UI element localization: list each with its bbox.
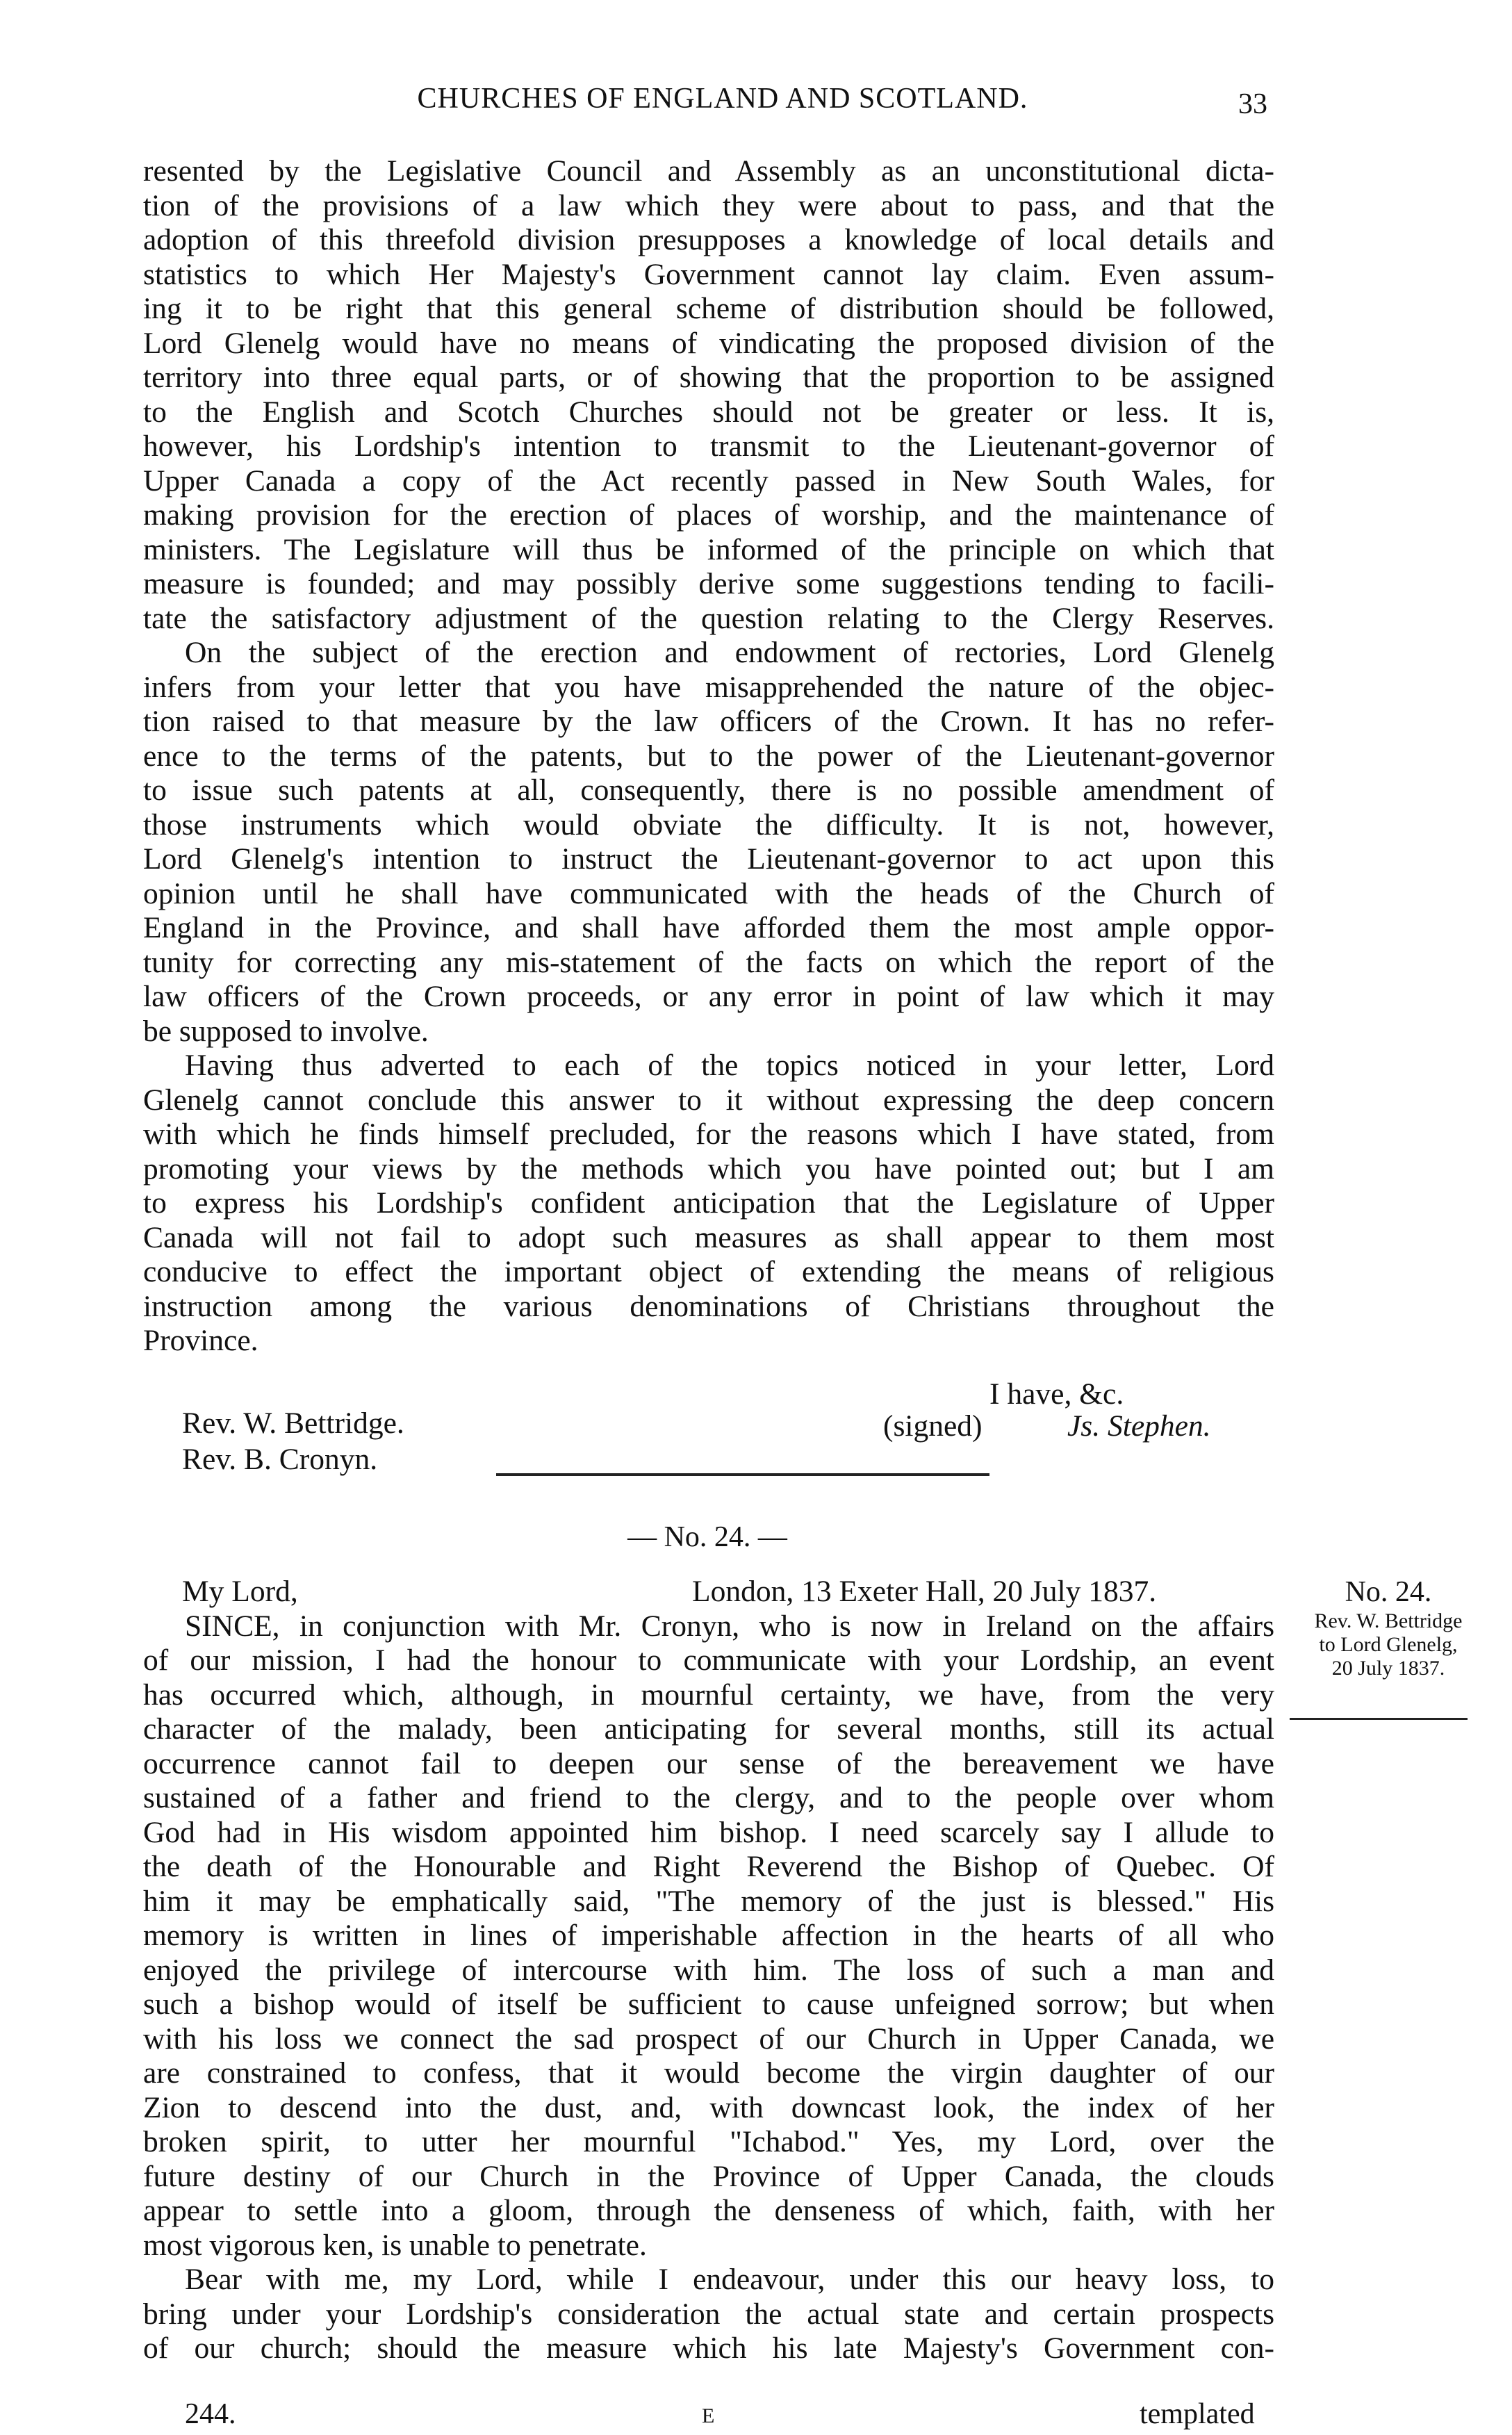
text-line: law officers of the Crown proceeds, or any error in point of law which it may [143, 980, 1274, 1013]
paragraph-start-line: Bear with me, my Lord, while I endeavour, under this our heavy loss, to [185, 2263, 1274, 2296]
text-line: to the English and Scotch Churches should not be greater or less. It is, [143, 395, 1274, 429]
text-line: to issue such patents at all, consequently, there is no possible amendment of [143, 773, 1274, 807]
text-line: territory into three equal parts, or of showing that the proportion to be assigned [143, 361, 1274, 394]
text-line: tate the satisfactory adjustment of the question relating to the Clergy Reserves. [143, 601, 1274, 635]
text-line: such a bishop would of itself be sufficient to cause unfeigned sorrow; but when [143, 1987, 1274, 2021]
text-line: Upper Canada a copy of the Act recently passed in New South Wales, for [143, 464, 1274, 498]
text-line: England in the Province, and shall have afforded them the most ample oppor- [143, 911, 1274, 944]
closing-formula: I have, &c. [989, 1377, 1124, 1411]
margin-note [1277, 1575, 1499, 1680]
text-line: ing it to be right that this general scheme of distribution should be followed, [143, 292, 1274, 325]
text-line: with which he finds himself precluded, for the reasons which I have stated, from [143, 1117, 1274, 1151]
text-line: Lord Glenelg's intention to instruct the Lieutenant-governor to act upon this [143, 842, 1274, 876]
text-line: enjoyed the privilege of intercourse with him. The loss of such a man and [143, 1953, 1274, 1987]
text-line: sustained of a father and friend to the clergy, and to the people over whom [143, 1781, 1274, 1814]
letter-body-part1 [143, 154, 1274, 1359]
margin-note-line: 20 July 1837. [1331, 1657, 1445, 1680]
text-line: ence to the terms of the patents, but to the power of the Lieutenant-governor [143, 739, 1274, 773]
signature-block [143, 1377, 1274, 1476]
signer-name: Js. Stephen. [1067, 1409, 1211, 1443]
section-divider [496, 1473, 989, 1476]
text-line: broken spirit, to utter her mournful "Ichabod." Yes, my Lord, over the [143, 2125, 1274, 2158]
text-line: with his loss we connect the sad prospect of our Church in Upper Canada, we [143, 2022, 1274, 2056]
text-line: Province. [143, 1324, 258, 1357]
text-line: has occurred which, although, in mournful certainty, we have, from the very [143, 1678, 1274, 1712]
text-line: however, his Lordship's intention to transmit to the Lieutenant-governor of [143, 429, 1274, 463]
text-line: to express his Lordship's confident anticipation that the Legislature of Upper [143, 1186, 1274, 1220]
text-line: instruction among the various denominations of Christians throughout the [143, 1289, 1274, 1323]
catchword: templated [1140, 2398, 1255, 2430]
text-line: be supposed to involve. [143, 1014, 429, 1048]
text-line: measure is founded; and may possibly derive some suggestions tending to facili- [143, 567, 1274, 600]
text-line: of our church; should the measure which his late Majesty's Government con- [143, 2331, 1274, 2365]
paragraph-start-line: On the subject of the erection and endowment of rectories, Lord Glenelg [185, 636, 1274, 669]
text-line: resented by the Legislative Council and Assembly as an unconstitutional dicta- [143, 154, 1274, 188]
text-line: Zion to descend into the dust, and, with downcast look, the index of her [143, 2090, 1274, 2124]
page-footer [0, 2397, 1512, 2432]
letter-number-heading [0, 1520, 1512, 1554]
signature-mark: 244. [185, 2398, 236, 2430]
text-line: infers from your letter that you have misapprehended the nature of the objec- [143, 670, 1274, 704]
dateline [143, 1575, 1274, 1609]
sheet-mark: E [702, 2404, 715, 2427]
text-line: Glenelg cannot conclude this answer to it without expressing the deep concern [143, 1083, 1274, 1117]
place-date: London, 13 Exeter Hall, 20 July 1837. [692, 1575, 1157, 1608]
text-line: opinion until he shall have communicated with the heads of the Church of [143, 876, 1274, 910]
addressee-1: Rev. W. Bettridge. [182, 1407, 404, 1440]
margin-note-line: Rev. W. Bettridge [1314, 1609, 1463, 1632]
page-number: 33 [1238, 88, 1267, 120]
text-line: him it may be emphatically said, "The memory of the just is blessed." His [143, 1884, 1274, 1918]
paragraph-start-line: Having thus adverted to each of the topics noticed in your letter, Lord [185, 1049, 1274, 1082]
letter-number-text: — No. 24. — [627, 1521, 787, 1553]
text-line: memory is written in lines of imperishable affection in the hearts of all who [143, 1919, 1274, 1952]
text-line: tunity for correcting any mis-statement of the facts on which the report of the [143, 945, 1274, 979]
text-line: are constrained to confess, that it would become the virgin daughter of our [143, 2056, 1274, 2090]
text-line: conducive to effect the important object of extending the means of religious [143, 1255, 1274, 1288]
margin-note-number: No. 24. [1345, 1576, 1432, 1608]
text-line: God had in His wisdom appointed him bishop. I need scarcely say I allude to [143, 1815, 1274, 1849]
margin-note-divider [1290, 1718, 1468, 1720]
text-line: tion of the provisions of a law which they were about to pass, and that the [143, 188, 1274, 222]
salutation: My Lord, [182, 1575, 298, 1608]
text-line: most vigorous ken, is unable to penetrate. [143, 2228, 647, 2262]
text-line: making provision for the erection of places of worship, and the maintenance of [143, 498, 1274, 532]
letter-body-part2 [143, 1575, 1274, 2366]
paragraph-start-line: SINCE, in conjunction with Mr. Cronyn, who is now in Ireland on the affairs [185, 1609, 1274, 1643]
text-line: promoting your views by the methods which you have pointed out; but I am [143, 1151, 1274, 1186]
text-line: tion raised to that measure by the law officers of the Crown. It has no refer- [143, 705, 1274, 738]
text-line: bring under your Lordship's consideration the actual state and certain prospects [143, 2297, 1274, 2331]
text-line: ministers. The Legislature will thus be informed of the principle on which that [143, 532, 1274, 566]
text-line: occurrence cannot fail to deepen our sense of the bereavement we have [143, 1746, 1274, 1780]
text-line: appear to settle into a gloom, through the denseness of which, faith, with her [143, 2194, 1274, 2227]
text-line: future destiny of our Church in the Province of Upper Canada, the clouds [143, 2159, 1274, 2193]
text-line: those instruments which would obviate the difficulty. It is not, however, [143, 807, 1274, 842]
margin-note-line: to Lord Glenelg, [1319, 1633, 1458, 1656]
signed-label: (signed) [883, 1409, 983, 1443]
addressee-2: Rev. B. Cronyn. [182, 1443, 378, 1476]
running-title: CHURCHES OF ENGLAND AND SCOTLAND. [417, 83, 1028, 115]
text-line: statistics to which Her Majesty's Government cannot lay claim. Even assum- [143, 257, 1274, 291]
text-line: Canada will not fail to adopt such measures as shall appear to them most [143, 1220, 1274, 1254]
text-line: of our mission, I had the honour to communicate with your Lordship, an event [143, 1643, 1274, 1677]
text-line: the death of the Honourable and Right Reverend the Bishop of Quebec. Of [143, 1850, 1274, 1883]
text-line: adoption of this threefold division presupposes a knowledge of local details and [143, 223, 1274, 256]
text-line: character of the malady, been anticipating for several months, still its actual [143, 1712, 1274, 1746]
text-line: Lord Glenelg would have no means of vindicating the proposed division of the [143, 326, 1274, 360]
